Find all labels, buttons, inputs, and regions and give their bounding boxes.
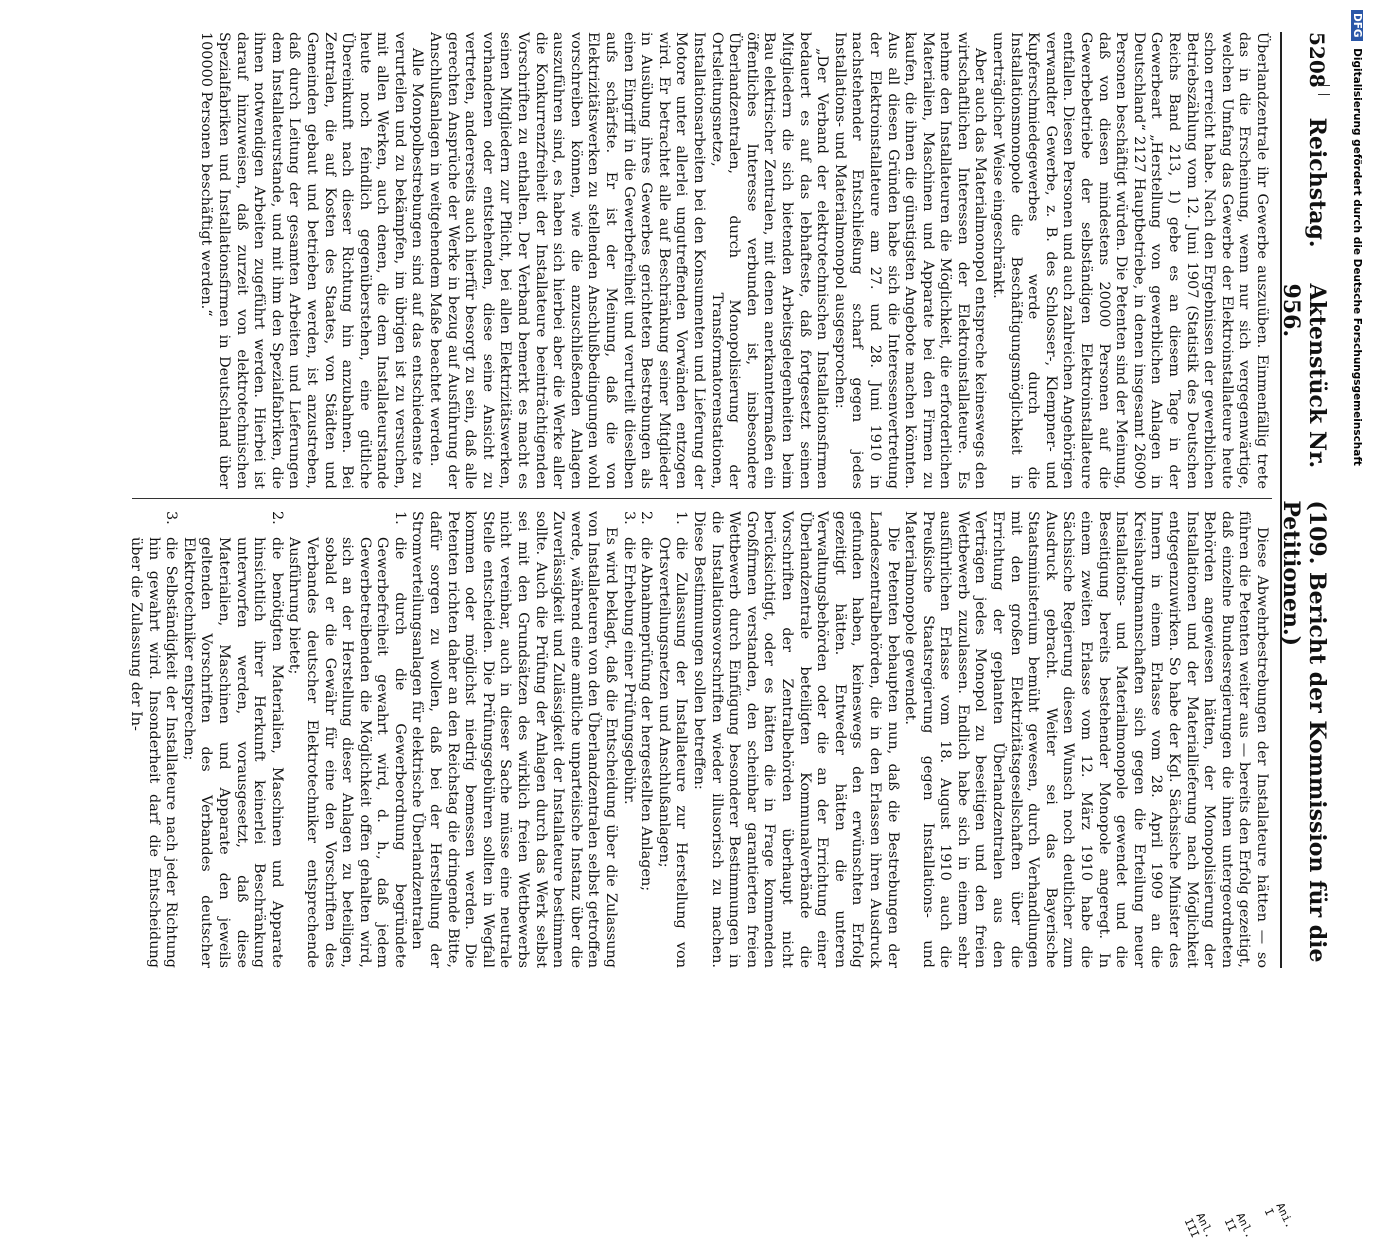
list-text: die Erhebung einer Prüfungsgebühr.: [620, 537, 637, 805]
credit-text: Digitalisierung gefördert durch die Deutsche Forschungsgemeinschaft: [1351, 48, 1363, 466]
quotation-paragraph: „Der Verband der elektrotechnischen Installationsfirmen bedauert es auf das lebhafteste, daß fortgesetzt seinen Mitgliedern die sich bietenden Arbeitsgelegenheiten beim Bau elektrischer Zentralen, mit denen anerkanntermaßen ein öffentliches Interesse verbunden ist, insbesondere Überlandzentralen, durch Monopolisierung der Ortsleitungsnetze, Transformatorenstationen, Installationsarbeiten bei den Konsumenten und Lieferung der Motore unter allerlei ungutreffenden Vorwänden entzogen wird. Er betrachtet alle auf Beschränkung seiner Mitglieder in Ausübung ihres Gewerbes gerichteten Bestrebungen als einen Eingriff in die Gewerbefreiheit und verurteilt dieselben aufs schärfste. Er ist der Meinung, daß die von Elektrizitätswerken zu stellenden Anschlußbedingungen wohl vorschreiben können, wie die anzuschließenden Anlagen auszuführen sind, es haben sich hierbei aber die Werke aller die Konkurrenzfreiheit der Installateure beeinträchtigenden Vorschriften zu enthalten. Der Verband bemerkt es macht es seinen Mitgliedern zur Pflicht, bei allen Elektrizitätswerken, vorhandenen oder entstehenden, diese seine Ansicht zu vertreten, andererseits auch hierfür besorgt zu sein, daß alle gerechten Ansprüche der Werke in bezug auf Ausführung der Anschlußanlagen in weitgehendem Maße beachtet werden.: [427, 32, 831, 489]
paragraph: Überlandzentrale ihr Gewerbe auszuüben. Einmenfällig trete das in die Erscheinung, wenn nur sich vergegenwärtige, welchen Umfang das Gewerbe der Elektroinstallateure heute schon erreicht habe. Nach den Ergebnissen der gewerblichen Betriebszählung vom 12. Juni 1907 (Statistik des Deutschen Reichs Band 213, 1) gebe es an diesem Tage in der Gewerbeart „Herstellung von gewerblichen Anlagen in Deutschland“ 2127 Hauptbetriebe, in denen insgesamt 26090 Personen beschäftigt würden. Die Petenten sind der Meinung, daß von diesen mindestens 20000 Personen auf die Gewerbebetriebe der selbständigen Elektroinstallateure entfallen. Diesen Personen und auch zahlreichen Angehörigen verwandter Gewerbe, z. B. des Schlosser-, Klempner- und Kupferschmiedegewerbes werde durch die Installationsmonopole die Beschäftigungsmöglichkeit in unerträglicher Weise eingeschränkt.: [990, 32, 1270, 489]
list-number: 2.: [638, 511, 655, 525]
publication-name: Reichstag.: [1304, 117, 1330, 248]
list-text: die Zulassung der Installateure zur Herstellung von Ortsverteilungsnetzen und Anschlußanlagen;: [655, 537, 690, 968]
list-item: [637, 511, 655, 968]
paragraph: Es wird beklagt, daß die Entscheidung über die Zulassung von Installateuren von den Überlandzentralen selbst getroffen werde, während eine amtliche unparteiische Instanz über die Zuverlässigkeit und Zulässigkeit der Installateure bestimmen sollte. Auch die Prüfung der Anlagen durch das Werk selbst sei mit den Grundsätzen des wirklich freien Wettbewerbs nicht vereinbar, auch in dieser Sache müsse eine neutrale Stelle entscheiden. Die Prüfungsgebühren sollten in Wegfall kommen oder möglichst niedrig bemessen werden. Die Petenten richten daher an den Reichstag die dringende Bitte, dafür sorgen zu wollen, daß bei der Herstellung der Stromverteilungsanlagen für elektrische Überlandzentralen: [409, 511, 620, 968]
list-number: 1.: [391, 511, 408, 525]
list-number: 2.: [268, 511, 285, 525]
list-item: [654, 511, 689, 968]
paragraph: Diese Abwehrbestrebungen der Installateure hätten — so führen die Petenten weiter aus — bereits den Erfolg gezeitigt, daß einzelne Bundesregierungen die ihnen untergeordneten Behörden angewiesen hätten, der Monopolisierung der Installationen und der Materiallieferung nach Möglichkeit entgegenzuwirken. So habe der Kgl. Sächsische Minister des Innern in einem Erlasse vom 28. April 1909 an die Kreishauptmannschaften sich gegen die Erteilung neuer Installations- und Materialmonopole gewendet und die Beseitigung bereits bestehender Monopole angeregt. In einem zweiten Erlasse vom 12. März 1910 habe die Sächsische Regierung diesen Wunsch noch deutlicher zum Ausdruck gebracht. Weiter sei das Bayerische Staatsministerium bemüht gewesen, durch Verhandlungen mit den großen Elektrizitätsgesellschaften über die Errichtung der geplanten Überlandzentralen aus den Verträgen jedes Monopol zu beseitigen und den freien Wettbewerb zuzulassen. Endlich habe sich in einem sehr ausführlichen Erlasse vom 18. August 1910 auch die Preußische Staatsregierung gegen Installations- und Materialmonopole gewendet.: [902, 511, 1270, 968]
document-number: Aktenstück Nr. 956.: [1278, 283, 1330, 469]
list-item: [619, 511, 637, 968]
list-item: [179, 511, 285, 968]
digitization-credit: [1351, 10, 1363, 990]
paragraph: Aber auch das Materialmonopol entspreche keineswegs den wirtschaftlichen Interessen der Elektroinstallateure. Es nehme den Installateuren die Möglichkeit, die erforderlichen Materialien, Maschinen und Apparate bei den Firmen zu kaufen, die ihnen die günstigsten Angebote machen könnten. Aus all diesen Gründen habe sich die Interessenvertretung der Elektroinstallateure am 27. und 28. Juni 1910 in nachstehender Entschließung scharf gegen jedes Installations- und Materialmonopol ausgesprochen:: [831, 32, 989, 489]
page-mark: [1318, 85, 1330, 95]
list-text: die Abnahmeprüfung der hergestellten Anlagen;: [638, 537, 655, 892]
page-header: [1280, 32, 1330, 968]
page-number: 5208: [1305, 32, 1329, 88]
list-number: 3.: [620, 511, 637, 525]
quotation-paragraph: Alle Monopolbestrebungen sind auf das entschiedenste zu verurteilen und zu bekämpfen, im übrigen ist zu versuchen, mit allen Werken, auch denen, die dem Installateurstande heute noch feindlich gegenüberstehen, eine gütliche Übereinkunft nach dieser Richtung hin anzubahnen. Bei Zentralen, die auf Kosten des Staates, von Städten und Gemeinden gebaut und betrieben werden, ist anzustreben, daß durch Leitung der gesamten Arbeiten und Lieferungen dem Installateurstande, und mit ihm den Spezialfabriken, die ihnen notwendigen Arbeiten zugeführt werden. Hierbei ist darauf hinzuweisen, daß zurzeit von elektrotechnischen Spezialfabriken und Installationsfirmen in Deutschland über 100000 Personen beschäftigt werden.“: [198, 32, 426, 489]
list-text: die durch die Gewerbeordnung begründete Gewerbefreiheit gewahrt wird, d. h., daß jedem Gewerbetreibenden die Möglichkeit offen gehalten wird, sich an der Herstellung dieser Anlagen zu beteiligen, sobald er die Gewähr für eine den Vorschriften des Verbandes deutscher Elektrotechniker entsprechende Ausführung bietet;: [286, 537, 408, 968]
paragraph: Die Petenten behaupten nun, daß die Bestrebungen der Landeszentralbehörden, die in den Erlassen ihren Ausdruck gefunden haben, keineswegs den erwünschten Erfolg gezeitigt hätten. Entweder hätten die unteren Verwaltungsbehörden oder die an der Errichtung einer Überlandzentrale beteiligten Kommunalverbände die Vorschriften der Zentralbehörden überhaupt nicht berücksichtigt, oder es hätten die in Frage kommenden Großfirmen verstanden, den scheinbar garantierten freien Wettbewerb durch Einfügung besonderer Bestimmungen in die Installationsvorschriften wieder illusorisch zu machen. Diese Bestimmungen sollen betreffen:: [691, 511, 901, 968]
text-columns: [126, 20, 1280, 980]
list-item: [126, 511, 179, 968]
rotated-page: [90, 20, 1330, 1241]
left-column: [126, 32, 1270, 489]
margin-note: Anl. III: [1181, 1210, 1217, 1241]
report-title: (109. Bericht der Kommission für die Petitionen.): [1278, 500, 1330, 963]
list-text: die Selbständigkeit der Installateure nach jeder Richtung hin gewahrt wird. Insonderheit darf die Entscheidung über die Zulassung der In-: [128, 537, 180, 968]
margin-note: Anl. II: [1221, 1210, 1257, 1241]
list-text: die benötigten Materialien, Maschinen und Apparate hinsichtlich ihrer Herkunft keinerlei Beschränkung unterworfen werden, vorausgesetzt, daß diese Materialien, Maschinen und Apparate den jeweils geltenden Vorschriften des Verbandes deutscher Elektrotechniker entsprechen;: [180, 537, 285, 968]
dfg-logo: DFG: [1351, 10, 1363, 41]
list-number: 3.: [163, 511, 180, 525]
list-item: [285, 511, 408, 968]
right-column: [126, 511, 1270, 968]
list-number: 1.: [673, 511, 690, 525]
column-divider: [132, 498, 1272, 499]
margin-note: Ani. I: [1261, 1200, 1297, 1231]
